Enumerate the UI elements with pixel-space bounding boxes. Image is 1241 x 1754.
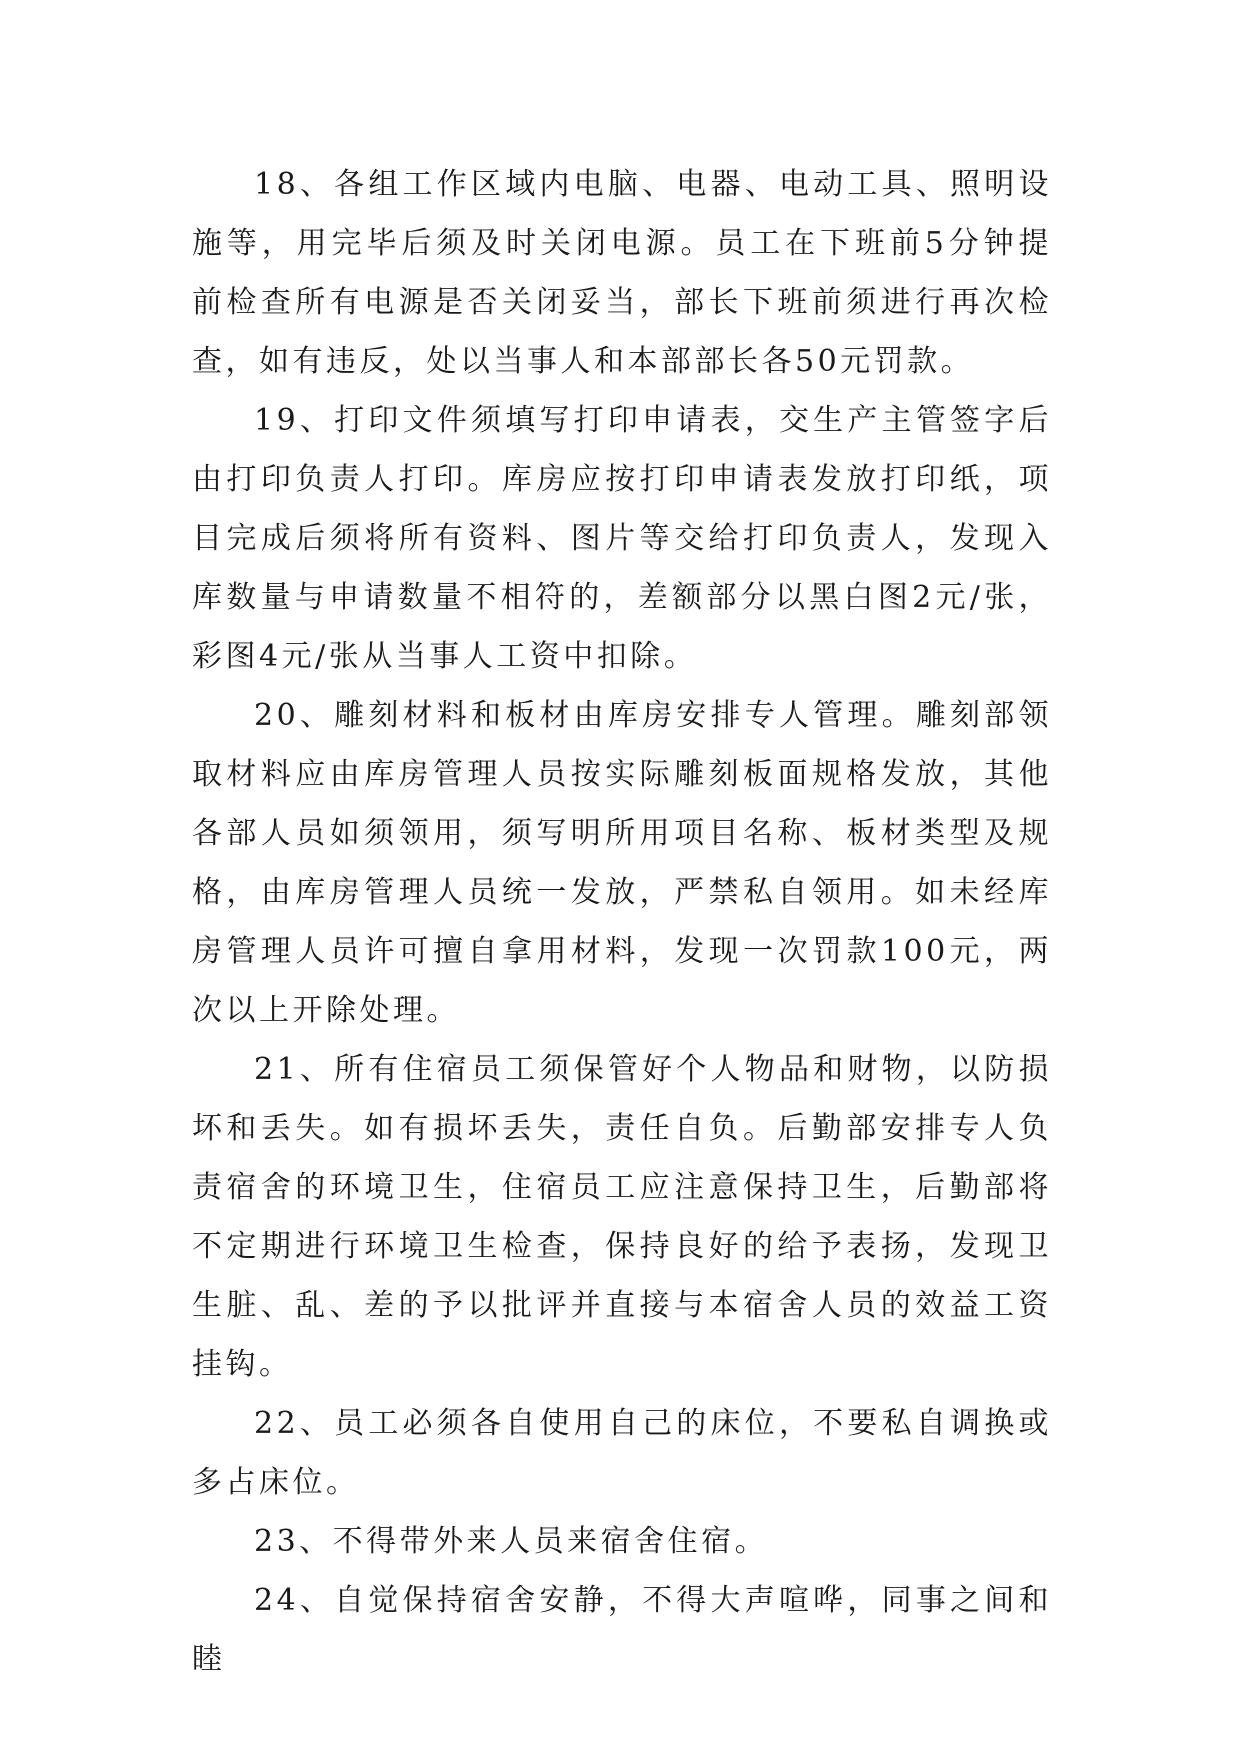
document-body [192, 155, 1052, 1689]
paragraph-18: 18、各组工作区域内电脑、电器、电动工具、照明设施等，用完毕后须及时关闭电源。员工在下班前5分钟提前检查所有电源是否关闭妥当，部长下班前须进行再次检查，如有违反，处以当事人和本部部长各50元罚款。 [192, 167, 1052, 379]
paragraph-21: 21、所有住宿员工须保管好个人物品和财物，以防损坏和丢失。如有损坏丢失，责任自负。后勤部安排专人负责宿舍的环境卫生，住宿员工应注意保持卫生，后勤部将不定期进行环境卫生检查，保持良好的给予表扬，发现卫生脏、乱、差的予以批评并直接与本宿舍人员的效益工资挂钩。 [192, 1052, 1052, 1382]
paragraph-20: 20、雕刻材料和板材由库房安排专人管理。雕刻部领取材料应由库房管理人员按实际雕刻板面规格发放，其他各部人员如须领用，须写明所用项目名称、板材类型及规格，由库房管理人员统一发放，严禁私自领用。如未经库房管理人员许可擅自拿用材料，发现一次罚款100元，两次以上开除处理。 [192, 698, 1052, 1028]
paragraph-23: 23、不得带外来人员来宿舍住宿。 [254, 1524, 769, 1559]
paragraph-22: 22、员工必须各自使用自己的床位，不要私自调换或多占床位。 [192, 1406, 1052, 1500]
paragraph-19: 19、打印文件须填写打印申请表，交生产主管签字后由打印负责人打印。库房应按打印申请表发放打印纸，项目完成后须将所有资料、图片等交给打印负责人，发现入库数量与申请数量不相符的，差额部分以黑白图2元/张，彩图4元/张从当事人工资中扣除。 [192, 403, 1052, 674]
paragraph-24: 24、自觉保持宿舍安静，不得大声喧哗，同事之间和睦 [192, 1583, 1052, 1677]
